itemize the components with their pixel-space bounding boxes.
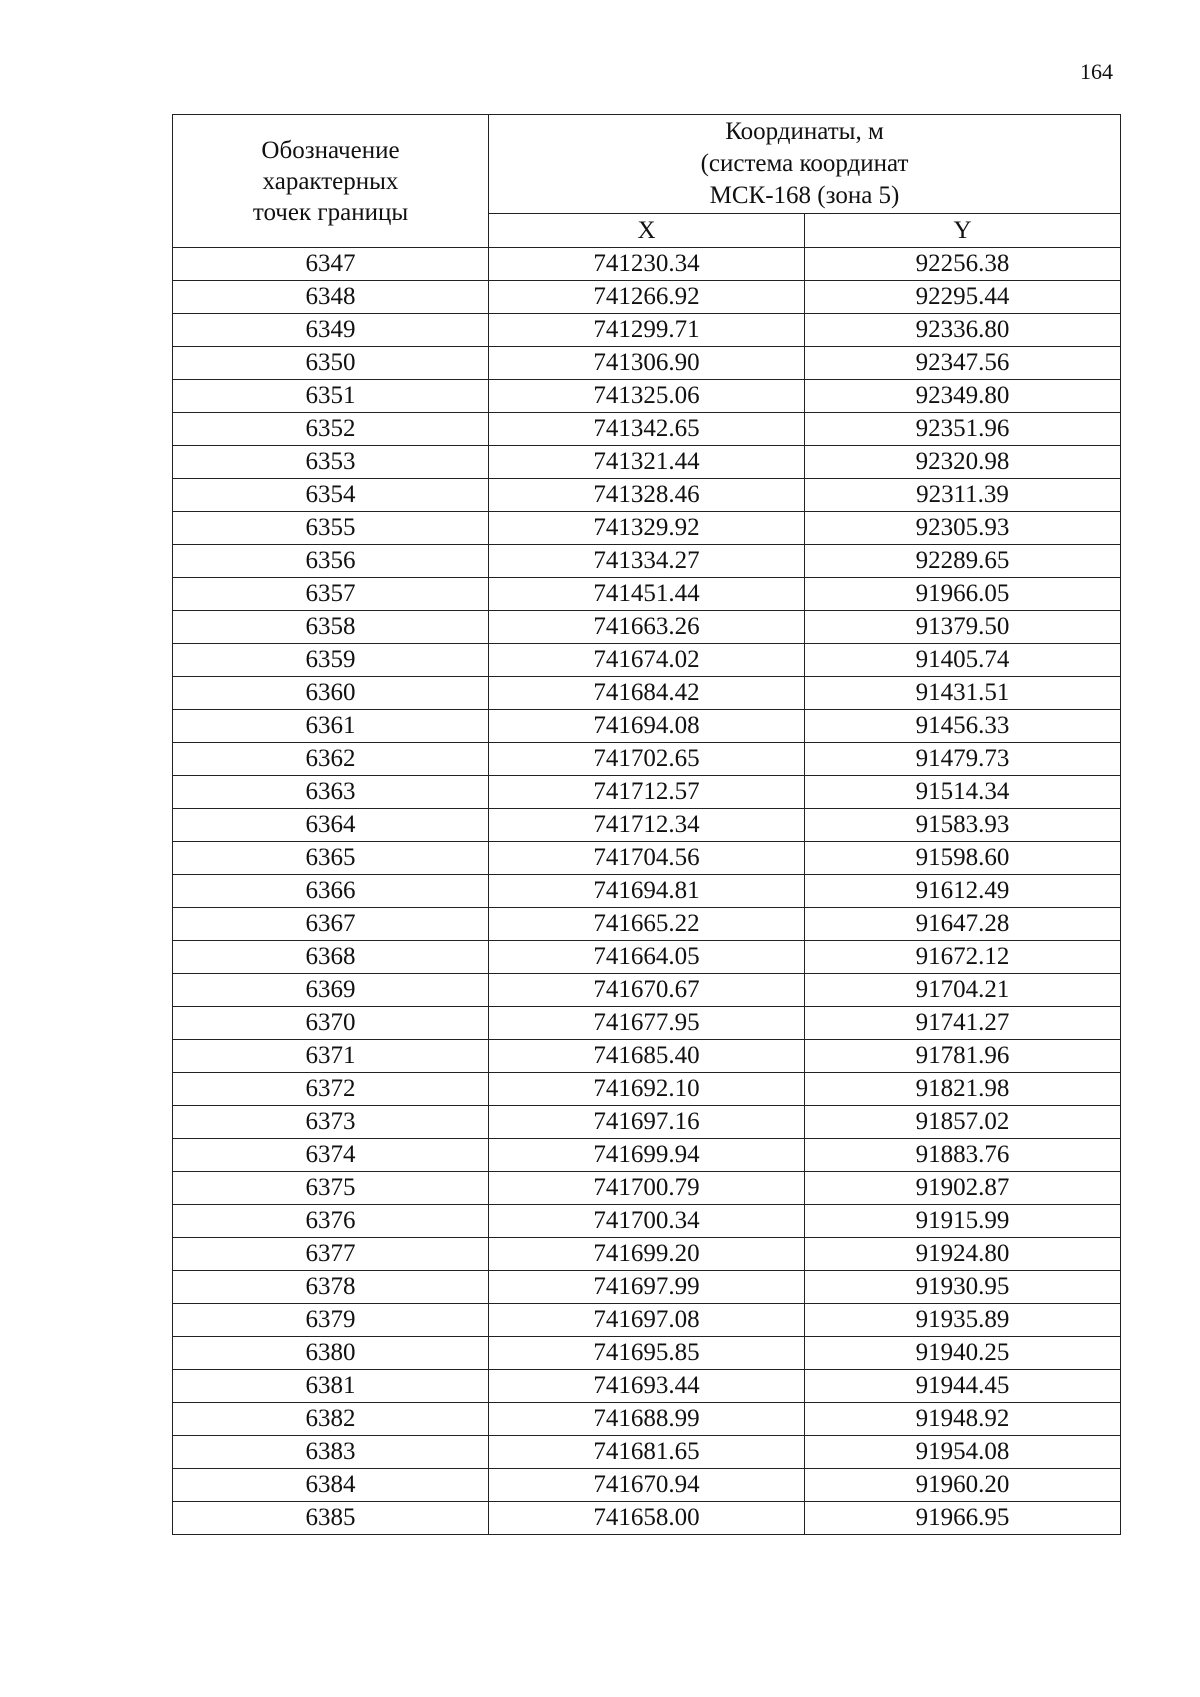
point-id-cell: 6349 <box>173 314 489 347</box>
x-coordinate-cell: 741695.85 <box>489 1337 805 1370</box>
y-coordinate-cell: 91930.95 <box>805 1271 1121 1304</box>
table-row <box>173 809 1121 842</box>
y-coordinate-cell: 92311.39 <box>805 479 1121 512</box>
y-coordinate-cell: 91915.99 <box>805 1205 1121 1238</box>
y-coordinate-cell: 91966.05 <box>805 578 1121 611</box>
x-coordinate-cell: 741699.94 <box>489 1139 805 1172</box>
table-row <box>173 941 1121 974</box>
table-row <box>173 1139 1121 1172</box>
x-coordinate-cell: 741699.20 <box>489 1238 805 1271</box>
y-coordinate-cell: 92295.44 <box>805 281 1121 314</box>
x-coordinate-cell: 741328.46 <box>489 479 805 512</box>
table-row <box>173 677 1121 710</box>
point-id-cell: 6359 <box>173 644 489 677</box>
point-id-cell: 6364 <box>173 809 489 842</box>
x-coordinate-cell: 741321.44 <box>489 446 805 479</box>
x-coordinate-cell: 741334.27 <box>489 545 805 578</box>
table-row <box>173 875 1121 908</box>
table-row <box>173 446 1121 479</box>
table-row <box>173 545 1121 578</box>
point-id-cell: 6355 <box>173 512 489 545</box>
y-coordinate-cell: 91902.87 <box>805 1172 1121 1205</box>
x-coordinate-cell: 741697.08 <box>489 1304 805 1337</box>
table-row <box>173 512 1121 545</box>
page-number: 164 <box>1080 59 1113 84</box>
header-designation <box>173 115 489 248</box>
x-coordinate-cell: 741702.65 <box>489 743 805 776</box>
y-coordinate-cell: 91647.28 <box>805 908 1121 941</box>
y-coordinate-cell: 92256.38 <box>805 248 1121 281</box>
table-row <box>173 1436 1121 1469</box>
y-coordinate-cell: 91741.27 <box>805 1007 1121 1040</box>
table-row <box>173 1370 1121 1403</box>
header-x: X <box>489 214 805 248</box>
y-coordinate-cell: 91405.74 <box>805 644 1121 677</box>
point-id-cell: 6378 <box>173 1271 489 1304</box>
table-row <box>173 1403 1121 1436</box>
table-row <box>173 314 1121 347</box>
point-id-cell: 6361 <box>173 710 489 743</box>
point-id-cell: 6372 <box>173 1073 489 1106</box>
table-row <box>173 1502 1121 1535</box>
point-id-cell: 6375 <box>173 1172 489 1205</box>
x-coordinate-cell: 741329.92 <box>489 512 805 545</box>
table-row <box>173 1238 1121 1271</box>
point-id-cell: 6383 <box>173 1436 489 1469</box>
y-coordinate-cell: 92320.98 <box>805 446 1121 479</box>
x-coordinate-cell: 741665.22 <box>489 908 805 941</box>
x-coordinate-cell: 741697.99 <box>489 1271 805 1304</box>
table-row <box>173 710 1121 743</box>
x-coordinate-cell: 741451.44 <box>489 578 805 611</box>
y-coordinate-cell: 91431.51 <box>805 677 1121 710</box>
table-row <box>173 1073 1121 1106</box>
point-id-cell: 6360 <box>173 677 489 710</box>
y-coordinate-cell: 91479.73 <box>805 743 1121 776</box>
y-coordinate-cell: 91514.34 <box>805 776 1121 809</box>
point-id-cell: 6352 <box>173 413 489 446</box>
y-coordinate-cell: 91935.89 <box>805 1304 1121 1337</box>
point-id-cell: 6350 <box>173 347 489 380</box>
y-coordinate-cell: 92349.80 <box>805 380 1121 413</box>
table-row <box>173 842 1121 875</box>
table-row <box>173 974 1121 1007</box>
y-coordinate-cell: 92351.96 <box>805 413 1121 446</box>
point-id-cell: 6367 <box>173 908 489 941</box>
x-coordinate-cell: 741694.08 <box>489 710 805 743</box>
table-row <box>173 413 1121 446</box>
y-coordinate-cell: 91944.45 <box>805 1370 1121 1403</box>
table-row <box>173 578 1121 611</box>
point-id-cell: 6362 <box>173 743 489 776</box>
x-coordinate-cell: 741684.42 <box>489 677 805 710</box>
point-id-cell: 6353 <box>173 446 489 479</box>
point-id-cell: 6347 <box>173 248 489 281</box>
point-id-cell: 6348 <box>173 281 489 314</box>
y-coordinate-cell: 91672.12 <box>805 941 1121 974</box>
x-coordinate-cell: 741342.65 <box>489 413 805 446</box>
y-coordinate-cell: 91598.60 <box>805 842 1121 875</box>
table-row <box>173 248 1121 281</box>
table-row <box>173 1007 1121 1040</box>
y-coordinate-cell: 91456.33 <box>805 710 1121 743</box>
y-coordinate-cell: 91704.21 <box>805 974 1121 1007</box>
point-id-cell: 6380 <box>173 1337 489 1370</box>
x-coordinate-cell: 741674.02 <box>489 644 805 677</box>
point-id-cell: 6365 <box>173 842 489 875</box>
coordinates-table <box>172 114 1121 1535</box>
y-coordinate-cell: 91821.98 <box>805 1073 1121 1106</box>
x-coordinate-cell: 741266.92 <box>489 281 805 314</box>
table-row <box>173 1040 1121 1073</box>
x-coordinate-cell: 741663.26 <box>489 611 805 644</box>
table-row <box>173 1205 1121 1238</box>
table-row <box>173 1304 1121 1337</box>
y-coordinate-cell: 91857.02 <box>805 1106 1121 1139</box>
point-id-cell: 6384 <box>173 1469 489 1502</box>
y-coordinate-cell: 91948.92 <box>805 1403 1121 1436</box>
x-coordinate-cell: 741670.67 <box>489 974 805 1007</box>
table-row <box>173 743 1121 776</box>
x-coordinate-cell: 741692.10 <box>489 1073 805 1106</box>
y-coordinate-cell: 92305.93 <box>805 512 1121 545</box>
y-coordinate-cell: 91379.50 <box>805 611 1121 644</box>
point-id-cell: 6379 <box>173 1304 489 1337</box>
table-row <box>173 644 1121 677</box>
x-coordinate-cell: 741658.00 <box>489 1502 805 1535</box>
point-id-cell: 6382 <box>173 1403 489 1436</box>
header-coordinates <box>489 115 1121 214</box>
x-coordinate-cell: 741685.40 <box>489 1040 805 1073</box>
table-row <box>173 776 1121 809</box>
point-id-cell: 6374 <box>173 1139 489 1172</box>
y-coordinate-cell: 92336.80 <box>805 314 1121 347</box>
x-coordinate-cell: 741694.81 <box>489 875 805 908</box>
x-coordinate-cell: 741670.94 <box>489 1469 805 1502</box>
x-coordinate-cell: 741299.71 <box>489 314 805 347</box>
x-coordinate-cell: 741325.06 <box>489 380 805 413</box>
table-body <box>173 248 1121 1535</box>
header-coordinates-label: Координаты, м (система координат МСК-168 (зона 5) <box>700 118 909 210</box>
point-id-cell: 6381 <box>173 1370 489 1403</box>
x-coordinate-cell: 741704.56 <box>489 842 805 875</box>
point-id-cell: 6358 <box>173 611 489 644</box>
x-coordinate-cell: 741712.57 <box>489 776 805 809</box>
y-coordinate-cell: 91966.95 <box>805 1502 1121 1535</box>
table-row <box>173 347 1121 380</box>
point-id-cell: 6369 <box>173 974 489 1007</box>
point-id-cell: 6356 <box>173 545 489 578</box>
table-row <box>173 1172 1121 1205</box>
y-coordinate-cell: 91583.93 <box>805 809 1121 842</box>
x-coordinate-cell: 741700.79 <box>489 1172 805 1205</box>
table-header <box>173 115 1121 248</box>
x-coordinate-cell: 741230.34 <box>489 248 805 281</box>
table-row <box>173 1337 1121 1370</box>
x-coordinate-cell: 741677.95 <box>489 1007 805 1040</box>
point-id-cell: 6376 <box>173 1205 489 1238</box>
point-id-cell: 6377 <box>173 1238 489 1271</box>
x-coordinate-cell: 741306.90 <box>489 347 805 380</box>
y-coordinate-cell: 92289.65 <box>805 545 1121 578</box>
table-row <box>173 1469 1121 1502</box>
point-id-cell: 6385 <box>173 1502 489 1535</box>
y-coordinate-cell: 91612.49 <box>805 875 1121 908</box>
table-row <box>173 908 1121 941</box>
y-coordinate-cell: 91940.25 <box>805 1337 1121 1370</box>
y-coordinate-cell: 91960.20 <box>805 1469 1121 1502</box>
point-id-cell: 6363 <box>173 776 489 809</box>
table-row <box>173 479 1121 512</box>
table-row <box>173 380 1121 413</box>
point-id-cell: 6373 <box>173 1106 489 1139</box>
x-coordinate-cell: 741700.34 <box>489 1205 805 1238</box>
point-id-cell: 6368 <box>173 941 489 974</box>
table-row <box>173 611 1121 644</box>
table-row <box>173 1271 1121 1304</box>
header-y: Y <box>805 214 1121 248</box>
y-coordinate-cell: 91781.96 <box>805 1040 1121 1073</box>
point-id-cell: 6371 <box>173 1040 489 1073</box>
point-id-cell: 6357 <box>173 578 489 611</box>
point-id-cell: 6366 <box>173 875 489 908</box>
table-row <box>173 281 1121 314</box>
y-coordinate-cell: 91883.76 <box>805 1139 1121 1172</box>
header-designation-label: Обозначение характерных точек границы <box>252 136 409 226</box>
y-coordinate-cell: 91954.08 <box>805 1436 1121 1469</box>
table-row <box>173 1106 1121 1139</box>
x-coordinate-cell: 741693.44 <box>489 1370 805 1403</box>
x-coordinate-cell: 741681.65 <box>489 1436 805 1469</box>
point-id-cell: 6351 <box>173 380 489 413</box>
point-id-cell: 6370 <box>173 1007 489 1040</box>
point-id-cell: 6354 <box>173 479 489 512</box>
y-coordinate-cell: 91924.80 <box>805 1238 1121 1271</box>
x-coordinate-cell: 741712.34 <box>489 809 805 842</box>
y-coordinate-cell: 92347.56 <box>805 347 1121 380</box>
x-coordinate-cell: 741697.16 <box>489 1106 805 1139</box>
x-coordinate-cell: 741688.99 <box>489 1403 805 1436</box>
x-coordinate-cell: 741664.05 <box>489 941 805 974</box>
